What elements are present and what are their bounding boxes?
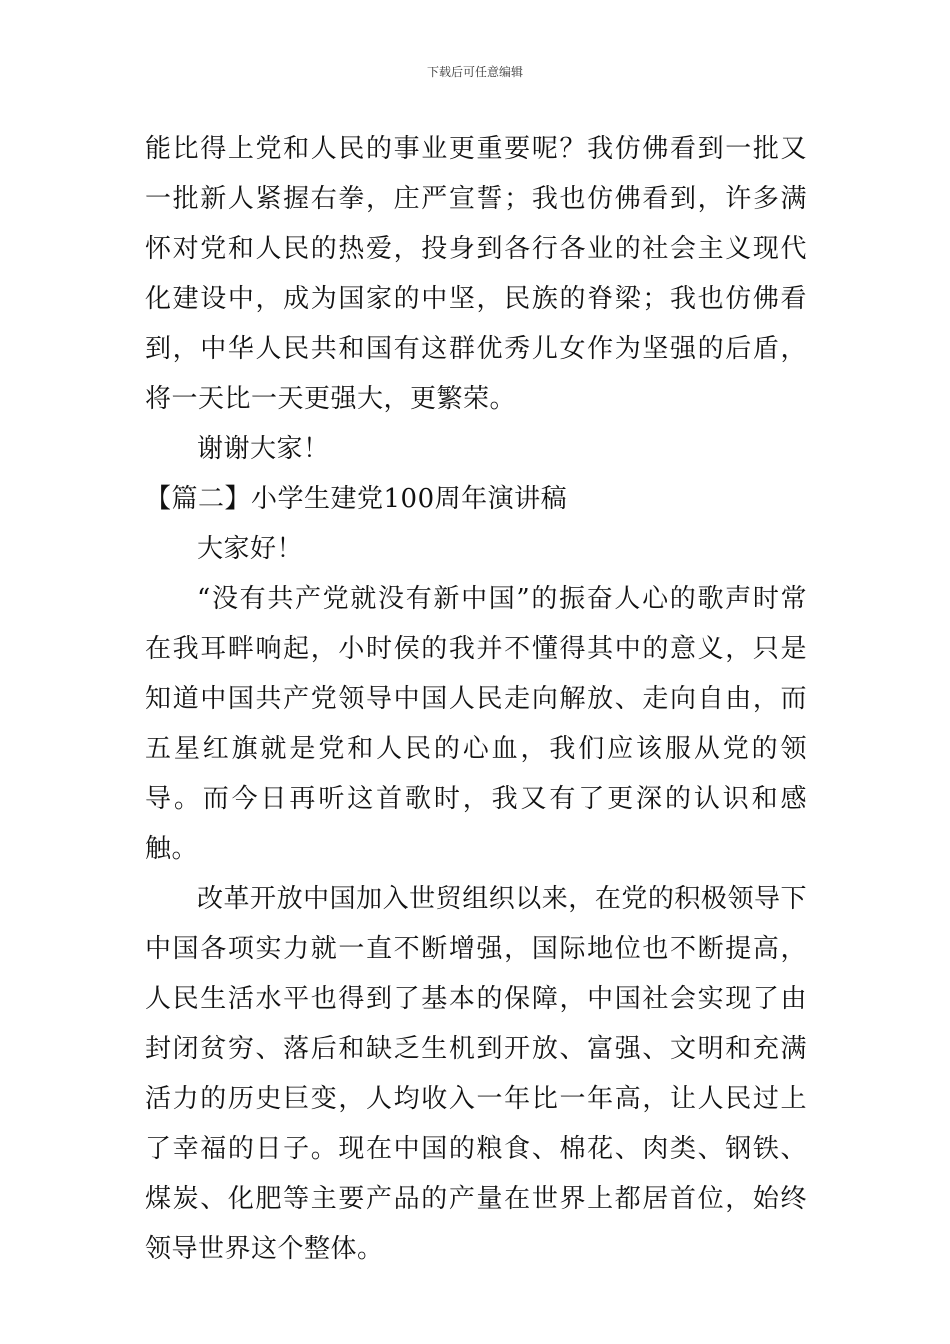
document-body xyxy=(145,124,807,1274)
paragraph-greeting: 大家好！ xyxy=(197,534,304,564)
paragraph-thanks: 谢谢大家！ xyxy=(197,434,330,464)
paragraph-reform: 改革开放中国加入世贸组织以来，在党的积极领导下中国各项实力就一直不断增强，国际地位也不断提高，人民生活水平也得到了基本的保障，中国社会实现了由封闭贫穷、落后和缺乏生机到开放、富强、文明和充满活力的历史巨变，人均收入一年比一年高，让人民过上了幸福的日子。现在中国的粮食、棉花、肉类、钢铁、煤炭、化肥等主要产品的产量在世界上都居首位，始终领导世界这个整体。 xyxy=(145,884,807,1264)
paragraph-song: “没有共产党就没有新中国”的振奋人心的歌声时常在我耳畔响起，小时侯的我并不懂得其中的意义，只是知道中国共产党领导中国人民走向解放、走向自由，而五星红旗就是党和人民的心血，我们应该服从党的领导。而今日再听这首歌时，我又有了更深的认识和感触。 xyxy=(145,584,807,864)
page-header-note: 下载后可任意编辑 xyxy=(426,65,523,79)
section-title: 【篇二】小学生建党100周年演讲稿 xyxy=(145,484,568,514)
paragraph-continuation: 能比得上党和人民的事业更重要呢？我仿佛看到一批又一批新人紧握右拳，庄严宣誓；我也仿佛看到，许多满怀对党和人民的热爱，投身到各行各业的社会主义现代化建设中，成为国家的中坚，民族的脊梁；我也仿佛看到，中华人民共和国有这群优秀儿女作为坚强的后盾，将一天比一天更强大，更繁荣。 xyxy=(145,134,807,414)
